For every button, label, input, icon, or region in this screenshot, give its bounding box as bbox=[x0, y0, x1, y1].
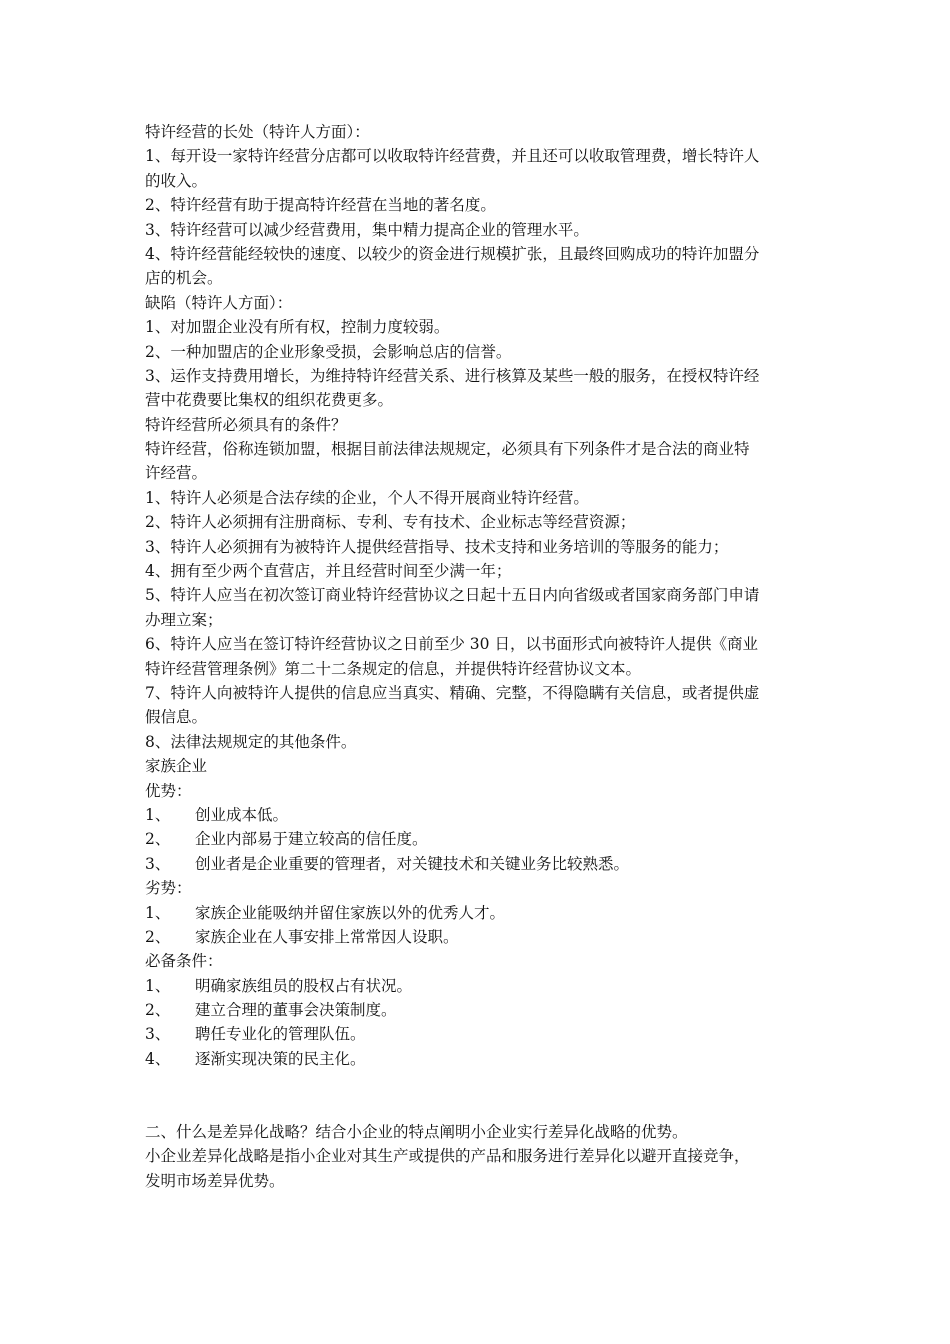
disadvantages-heading: 劣势： bbox=[145, 879, 192, 898]
text-line: 1、特许人必须是合法存续的企业，个人不得开展商业特许经营。 bbox=[145, 488, 589, 507]
text-line: 办理立案； bbox=[145, 610, 223, 629]
text-line: 7、特许人向被特许人提供的信息应当真实、精确、完整，不得隐瞒有关信息，或者提供虚 bbox=[145, 683, 760, 702]
requirement-item bbox=[145, 1047, 813, 1071]
text-line: 4、特许经营能经较快的速度、以较少的资金进行规模扩张，且最终回购成功的特许加盟分 bbox=[145, 244, 760, 263]
text-line: 3、特许人必须拥有为被特许人提供经营指导、技术支持和业务培训的等服务的能力； bbox=[145, 537, 729, 556]
requirements-heading: 必备条件： bbox=[145, 952, 223, 971]
text-line: 缺陷（特许人方面）： bbox=[145, 293, 293, 312]
section-two bbox=[145, 1120, 813, 1193]
text-line: 4、拥有至少两个直营店，并且经营时间至少满一年； bbox=[145, 562, 512, 581]
item-text: 企业内部易于建立较高的信任度。 bbox=[195, 830, 428, 849]
text-line: 特许经营所必须具有的条件？ bbox=[145, 415, 347, 434]
item-number: 2、 bbox=[145, 830, 171, 849]
text-line: 3、运作支持费用增长，为维持特许经营关系、进行核算及某些一般的服务，在授权特许经 bbox=[145, 366, 760, 385]
disadvantage-item bbox=[145, 901, 813, 925]
text-line: 小企业差异化战略是指小企业对其生产或提供的产品和服务进行差异化以避开直接竞争， bbox=[145, 1147, 750, 1166]
text-line: 特许经营的长处（特许人方面）： bbox=[145, 123, 370, 141]
item-number: 3、 bbox=[145, 854, 171, 873]
item-number: 1、 bbox=[145, 976, 171, 995]
text-line: 假信息。 bbox=[145, 708, 208, 727]
text-line: 1、每开设一家特许经营分店都可以收取特许经营费，并且还可以收取管理费，增长特许人 bbox=[145, 147, 760, 166]
item-text: 家族企业在人事安排上常常因人设职。 bbox=[195, 927, 459, 946]
text-line: 2、一种加盟店的企业形象受损，会影响总店的信誉。 bbox=[145, 342, 512, 361]
requirement-item bbox=[145, 1022, 813, 1046]
text-line: 特许经营管理条例》第二十二条规定的信息，并提供特许经营协议文本。 bbox=[145, 659, 642, 678]
requirements-list bbox=[145, 974, 813, 1072]
item-number: 4、 bbox=[145, 1049, 171, 1068]
item-text: 聘任专业化的管理队伍。 bbox=[195, 1025, 366, 1044]
item-number: 2、 bbox=[145, 927, 171, 946]
requirement-item bbox=[145, 974, 813, 998]
text-line: 2、特许人必须拥有注册商标、专利、专有技术、企业标志等经营资源； bbox=[145, 513, 636, 532]
text-line: 2、特许经营有助于提高特许经营在当地的著名度。 bbox=[145, 196, 496, 215]
item-text: 建立合理的董事会决策制度。 bbox=[195, 1001, 397, 1020]
item-text: 创业成本低。 bbox=[195, 805, 289, 824]
text-line: 3、特许经营可以减少经营费用，集中精力提高企业的管理水平。 bbox=[145, 220, 589, 239]
document-page bbox=[145, 120, 813, 1193]
text-line: 1、对加盟企业没有所有权，控制力度较弱。 bbox=[145, 318, 450, 337]
advantage-item bbox=[145, 827, 813, 851]
text-line: 营中花费要比集权的组织花费更多。 bbox=[145, 391, 394, 410]
text-line: 5、特许人应当在初次签订商业特许经营协议之日起十五日内向省级或者国家商务部门申请 bbox=[145, 586, 760, 605]
advantages-list bbox=[145, 803, 813, 876]
item-text: 家族企业能吸纳并留住家族以外的优秀人才。 bbox=[195, 903, 506, 922]
item-text: 逐渐实现决策的民主化。 bbox=[195, 1049, 366, 1068]
text-line: 许经营。 bbox=[145, 464, 208, 483]
text-line: 发明市场差异优势。 bbox=[145, 1171, 285, 1190]
text-line: 优势： bbox=[145, 781, 192, 800]
disadvantages-list bbox=[145, 901, 813, 950]
item-text: 创业者是企业重要的管理者，对关键技术和关键业务比较熟悉。 bbox=[195, 854, 630, 873]
text-line: 的收入。 bbox=[145, 171, 208, 190]
requirement-item bbox=[145, 998, 813, 1022]
text-line: 特许经营，俗称连锁加盟，根据目前法律法规规定，必须具有下列条件才是合法的商业特 bbox=[145, 440, 750, 459]
advantage-item bbox=[145, 852, 813, 876]
item-number: 3、 bbox=[145, 1025, 171, 1044]
item-number: 1、 bbox=[145, 805, 171, 824]
text-line: 店的机会。 bbox=[145, 269, 223, 288]
advantage-item bbox=[145, 803, 813, 827]
item-text: 明确家族组员的股权占有状况。 bbox=[195, 976, 413, 995]
item-number: 2、 bbox=[145, 1001, 171, 1020]
text-line: 6、特许人应当在签订特许经营协议之日前至少 30 日，以书面形式向被特许人提供《商业 bbox=[145, 635, 758, 654]
item-number: 1、 bbox=[145, 903, 171, 922]
text-line: 二、什么是差异化战略？结合小企业的特点阐明小企业实行差异化战略的优势。 bbox=[145, 1123, 688, 1142]
text-line: 8、法律法规规定的其他条件。 bbox=[145, 732, 357, 751]
document-body bbox=[145, 120, 813, 803]
disadvantage-item bbox=[145, 925, 813, 949]
section-gap bbox=[145, 1071, 813, 1120]
text-line: 家族企业 bbox=[145, 757, 208, 776]
